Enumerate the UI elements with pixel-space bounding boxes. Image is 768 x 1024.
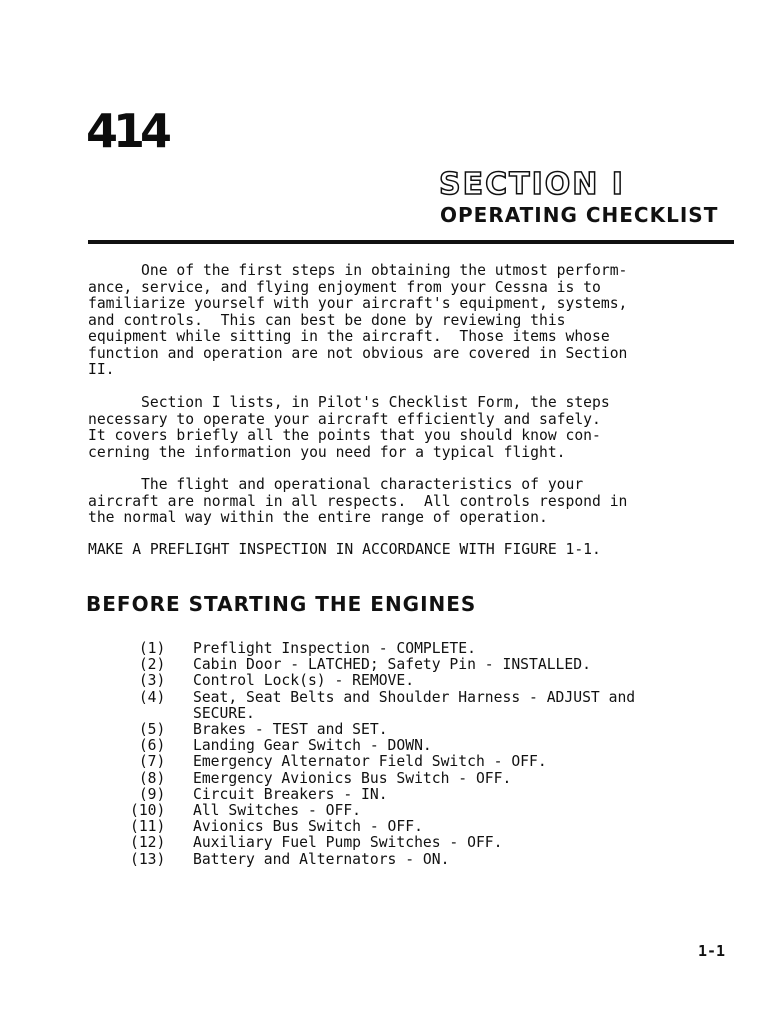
checklist-item-text: Cabin Door - LATCHED; Safety Pin - INSTALLED. (193, 656, 591, 674)
checklist-item (130, 690, 730, 722)
checklist-item-text: Preflight Inspection - COMPLETE. (193, 640, 476, 657)
checklist-item-text: Emergency Alternator Field Switch - OFF. (193, 753, 547, 771)
before-starting-checklist (130, 641, 730, 868)
checklist-item (130, 673, 730, 689)
checklist-item-text: Emergency Avionics Bus Switch - OFF. (193, 769, 512, 787)
checklist-item-number: (6) (130, 737, 166, 755)
section-title: SECTION I (439, 167, 625, 202)
checklist-item-number: (5) (130, 721, 166, 739)
checklist-item-number: (9) (130, 785, 166, 803)
checklist-item (130, 787, 730, 803)
checklist-item (130, 754, 730, 770)
checklist-item (130, 835, 730, 851)
checklist-item (130, 771, 730, 787)
checklist-item (130, 657, 730, 673)
checklist-item-number: (11) (130, 818, 166, 836)
intro-paragraph-1: One of the first steps in obtaining the utmost perform- ance, service, and flying enjoyment from your Cessna is to familiarize yourself with your aircraft's equipment, systems, and controls. This can best be done by reviewing this equipment while sitting in the aircraft. Those items whose function and operation are not obvious are covered in Section II. (88, 262, 628, 378)
checklist-item (130, 852, 730, 868)
checklist-item-number: (3) (130, 672, 166, 690)
aircraft-model-title: 414 (86, 104, 168, 158)
section-subtitle: OPERATING CHECKLIST (440, 203, 719, 227)
checklist-item-text: Brakes - TEST and SET. (193, 721, 388, 739)
checklist-item-number: (8) (130, 769, 166, 787)
checklist-item-text: Landing Gear Switch - DOWN. (193, 737, 432, 755)
checklist-item-text: Seat, Seat Belts and Shoulder Harness - ADJUST and SECURE. (193, 688, 636, 722)
intro-paragraph-2: Section I lists, in Pilot's Checklist Form, the steps necessary to operate your aircraft efficiently and safely. It covers briefly all the points that you should know con- cerning the information you need for a typical flight. (88, 394, 610, 461)
checklist-item-number: (12) (130, 834, 166, 852)
before-starting-heading: BEFORE STARTING THE ENGINES (86, 592, 477, 616)
checklist-item-number: (2) (130, 656, 166, 674)
checklist-item-number: (1) (130, 640, 166, 657)
page-number: 1-1 (698, 942, 726, 960)
checklist-item-text: Auxiliary Fuel Pump Switches - OFF. (193, 834, 503, 852)
checklist-item (130, 803, 730, 819)
preflight-instruction: MAKE A PREFLIGHT INSPECTION IN ACCORDANCE WITH FIGURE 1-1. (88, 541, 601, 558)
checklist-item (130, 641, 730, 657)
header-rule (88, 240, 734, 244)
checklist-item (130, 738, 730, 754)
checklist-item-text: Avionics Bus Switch - OFF. (193, 818, 423, 836)
checklist-item-text: Battery and Alternators - ON. (193, 850, 450, 868)
checklist-item (130, 722, 730, 738)
checklist-item-text: Circuit Breakers - IN. (193, 785, 388, 803)
checklist-item-number: (7) (130, 753, 166, 771)
checklist-item-text: Control Lock(s) - REMOVE. (193, 672, 415, 690)
checklist-item (130, 819, 730, 835)
checklist-item-number: (13) (130, 850, 166, 868)
checklist-item-number: (10) (130, 802, 166, 820)
checklist-item-number: (4) (130, 688, 166, 706)
checklist-item-text: All Switches - OFF. (193, 802, 362, 820)
intro-paragraph-3: The flight and operational characteristics of your aircraft are normal in all respects. All controls respond in the normal way within the entire range of operation. (88, 476, 628, 526)
